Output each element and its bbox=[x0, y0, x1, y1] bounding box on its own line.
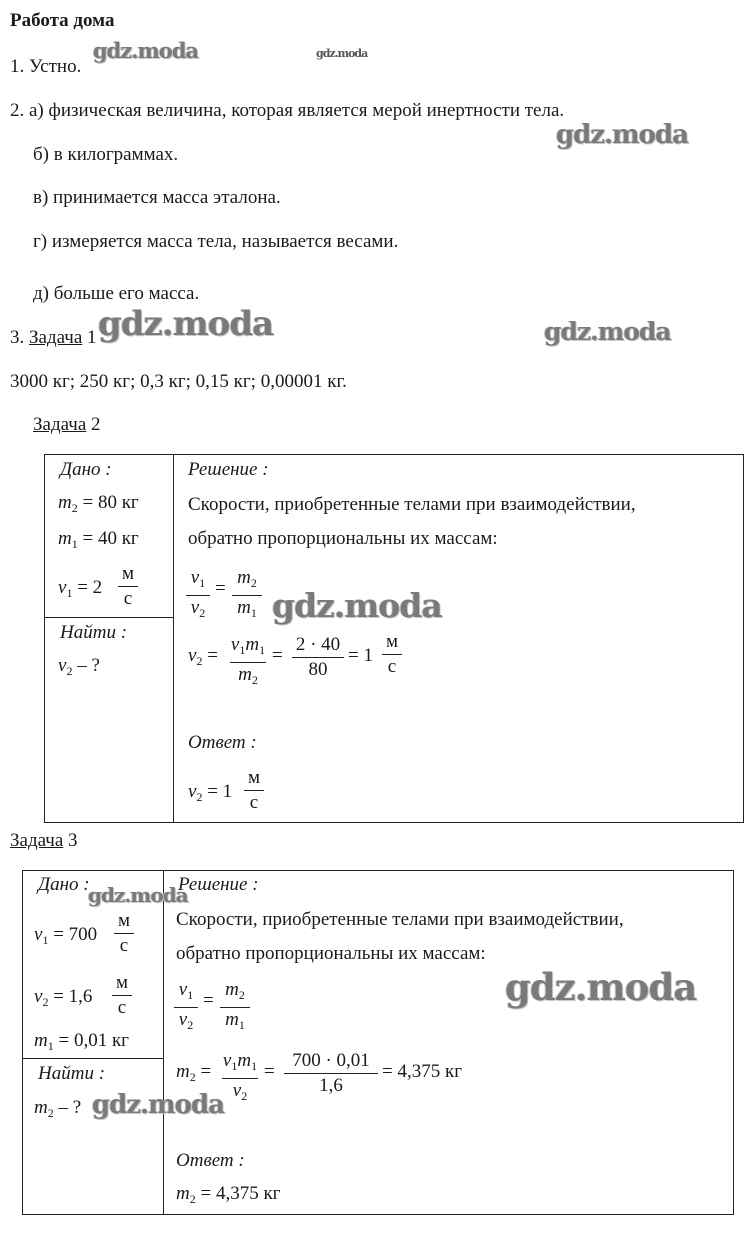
task-3-solution-text-2: обратно пропорциональны их массам: bbox=[176, 943, 486, 964]
watermark: gdz.moda bbox=[556, 120, 689, 150]
task-3-solution-label: Решение : bbox=[178, 874, 259, 895]
watermark: gdz.moda bbox=[544, 317, 671, 346]
answer-3-masses: 3000 кг; 250 кг; 0,3 кг; 0,15 кг; 0,00001 кг. bbox=[10, 371, 347, 392]
watermark: gdz.moda bbox=[92, 1090, 225, 1120]
answer-1: 1. Устно. bbox=[10, 56, 82, 77]
watermark: gdz.moda bbox=[505, 965, 697, 1009]
task-2-given-m1: $m_1 = 40$ кг bbox=[58, 528, 139, 551]
task-2-answer-label: Ответ : bbox=[188, 732, 257, 753]
task-2-solution-label: Решение : bbox=[188, 459, 269, 480]
task-2-solution-text-2: обратно пропорциональны их массам: bbox=[188, 528, 498, 549]
task-3-ratio-v: $v_1$ $v_2$ bbox=[174, 979, 198, 1036]
task-3-given-label: Дано : bbox=[38, 874, 90, 895]
task-2-answer-unit: м с bbox=[244, 767, 264, 814]
answer-2b: б) в килограммах. bbox=[33, 144, 179, 165]
answer-2a: 2. а) физическая величина, которая является мерой инертности тела. bbox=[10, 100, 565, 121]
task-2-given-v1: $v_1 = 2$ bbox=[58, 577, 103, 600]
task-3-given-separator bbox=[22, 1058, 163, 1059]
task-3-given-v2: $v_2 = 1,6$ bbox=[34, 986, 93, 1009]
task-2-calc-fraction-2: 2 · 40 80 bbox=[292, 634, 344, 681]
task-2-find-v2: $v_2$ – ? bbox=[58, 655, 100, 678]
answer-2e: д) больше его масса. bbox=[33, 283, 200, 304]
task-3-ratio-m: $m_2$ $m_1$ bbox=[220, 979, 250, 1036]
task-2-given-label: Дано : bbox=[60, 459, 112, 480]
task-2-calc-equals: = bbox=[272, 645, 283, 666]
watermark: gdz.moda bbox=[93, 38, 199, 63]
task-3-given-v1-unit: м с bbox=[114, 910, 134, 957]
task-2-ratio-m: $m_2$ $m_1$ bbox=[232, 567, 262, 624]
task-3-given-v2-unit: м с bbox=[112, 972, 132, 1019]
task-2-given-v1-unit: м с bbox=[118, 563, 138, 610]
task-2-calc-fraction-1: $v_1m_1$ $m_2$ bbox=[230, 634, 266, 687]
task-2-ratio-v: $v_1$ $v_2$ bbox=[186, 567, 210, 624]
task-3-heading: Задача 3 bbox=[10, 830, 78, 851]
task-2-find-label: Найти : bbox=[60, 622, 128, 643]
task-3-find-label: Найти : bbox=[38, 1063, 106, 1084]
task-3-given-m1: $m_1 = 0,01$ кг bbox=[34, 1030, 129, 1053]
task-2-divider bbox=[173, 454, 174, 822]
task-3-calc-fraction-1: $v_1m_1$ $v_2$ bbox=[222, 1050, 258, 1103]
watermark: gdz.moda bbox=[272, 586, 442, 625]
answer-2c: в) принимается масса эталона. bbox=[33, 187, 281, 208]
task-3-calc-lhs: $m_2$ = bbox=[176, 1061, 212, 1084]
task-2-calc-lhs: $v_2$ = bbox=[188, 645, 218, 668]
task-2-given-m2: $m_2 = 80$ кг bbox=[58, 492, 139, 515]
task-2-given-separator bbox=[44, 617, 173, 618]
answer-2d: г) измеряется масса тела, называется весами. bbox=[33, 231, 399, 252]
task-3-answer: $m_2 = 4,375$ кг bbox=[176, 1183, 281, 1206]
task-3-divider bbox=[163, 870, 164, 1214]
task-2-ratio-equals: = bbox=[215, 578, 226, 599]
answer-3-heading: 3. Задача 1 bbox=[10, 327, 97, 348]
task-2-calc-result: = 1 bbox=[348, 645, 373, 666]
task-3-answer-label: Ответ : bbox=[176, 1150, 245, 1171]
task-2-calc-unit: м с bbox=[382, 631, 402, 678]
task-3-given-v1: $v_1 = 700$ bbox=[34, 924, 98, 947]
watermark: gdz.moda bbox=[88, 883, 188, 907]
task-3-solution-text-1: Скорости, приобретенные телами при взаимодействии, bbox=[176, 909, 624, 930]
task-2-answer: $v_2 = 1$ bbox=[188, 781, 233, 804]
task-2-solution-text-1: Скорости, приобретенные телами при взаимодействии, bbox=[188, 494, 636, 515]
watermark: gdz.moda bbox=[98, 304, 274, 344]
task-2-heading: Задача 2 bbox=[33, 414, 101, 435]
task-3-calc-result: = 4,375 кг bbox=[382, 1061, 462, 1082]
page-title: Работа дома bbox=[10, 10, 115, 31]
task-3-calc-equals: = bbox=[264, 1061, 275, 1082]
task-3-ratio-equals: = bbox=[203, 990, 214, 1011]
task-3-calc-fraction-2: 700 · 0,01 1,6 bbox=[284, 1050, 378, 1097]
watermark: gdz.moda bbox=[316, 47, 368, 60]
task-3-find-m2: $m_2$ – ? bbox=[34, 1097, 82, 1120]
